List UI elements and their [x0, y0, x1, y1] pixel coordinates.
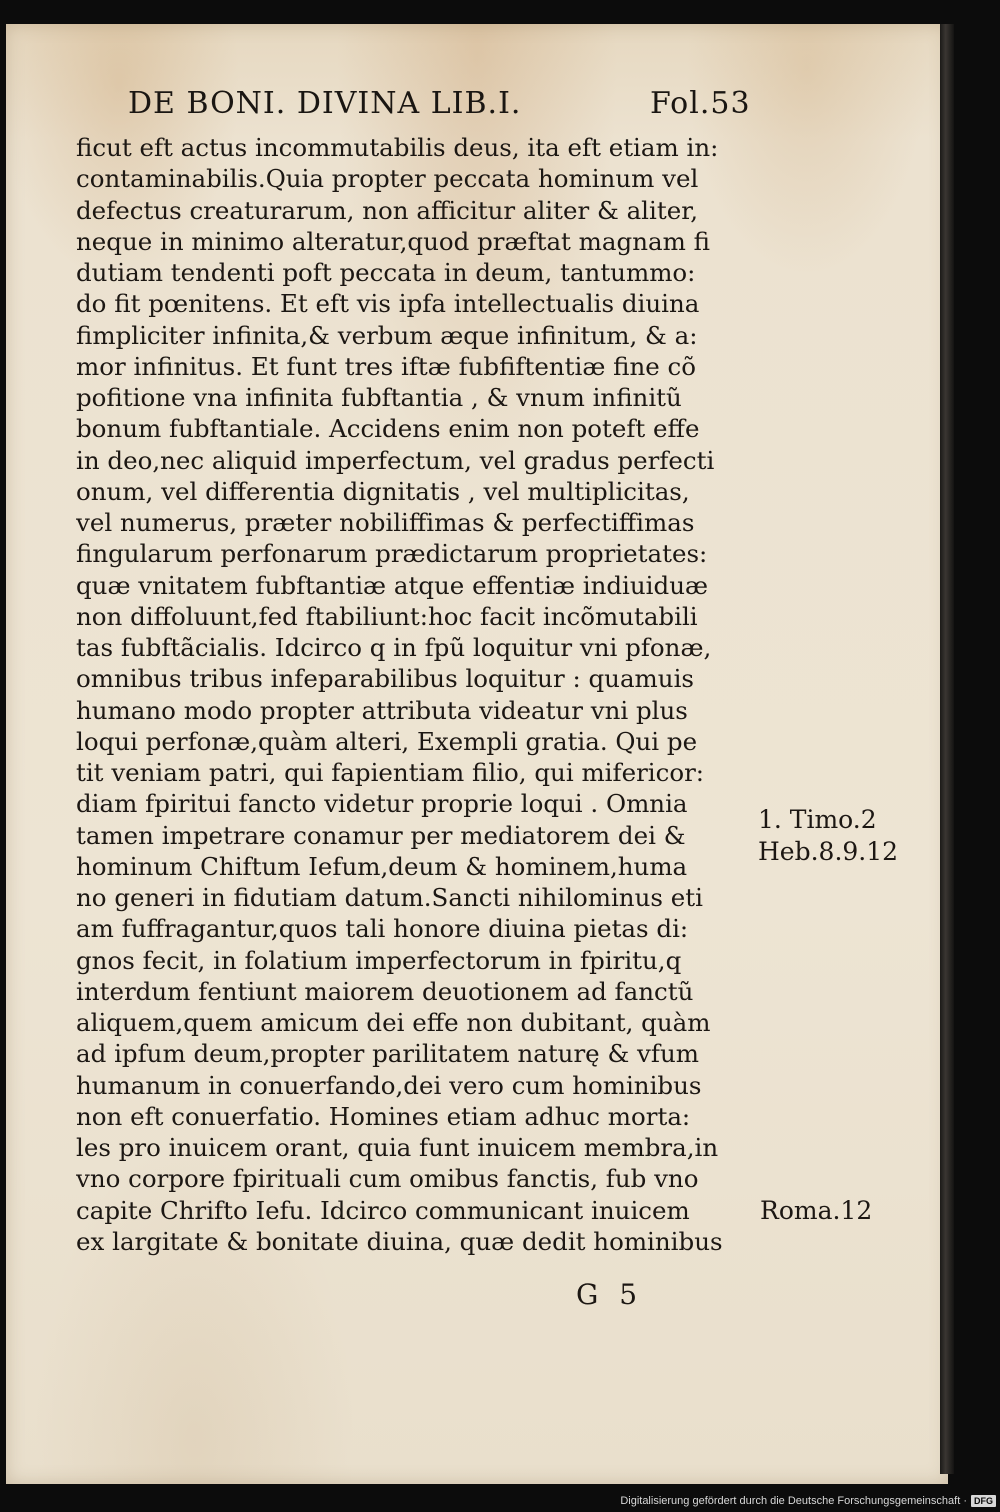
signature-mark: G 5 — [576, 1278, 644, 1311]
text-line: am fuffragantur,quos tali honore diuina pietas di: — [76, 914, 689, 944]
text-line: diam fpiritui fancto videtur proprie loqui . Omnia — [76, 789, 688, 819]
text-line: vno corpore fpirituali cum omibus fanctis, fub vno — [76, 1164, 699, 1194]
text-line: do fit pœnitens. Et eft vis ipfa intellectualis diuina — [76, 289, 700, 319]
dfg-logo-icon: DFG — [971, 1495, 996, 1507]
text-line: tit veniam patri, qui fapientiam filio, qui mifericor: — [76, 758, 705, 787]
text-line: non eft conuerfatio. Homines etiam adhuc morta: — [76, 1101, 691, 1131]
body-text — [76, 132, 756, 1257]
page-edge — [940, 24, 954, 1474]
text-line: non diffoluunt,fed ftabiliunt:hoc facit incõmutabili — [76, 601, 698, 631]
text-line: fingularum perfonarum prædictarum proprietates: — [76, 539, 708, 569]
text-line: no generi in fidutiam datum.Sancti nihilominus eti — [76, 883, 703, 912]
digitization-credit — [560, 1493, 996, 1509]
folio-number: Fol.53 — [650, 86, 751, 121]
text-line: loqui perfonæ,quàm alteri, Exempli gratia. Qui pe — [76, 726, 698, 756]
text-line: aliquem,quem amicum dei effe non dubitant, quàm — [76, 1008, 711, 1037]
text-line: onum, vel differentia dignitatis , vel multiplicitas, — [76, 476, 690, 506]
running-head — [128, 86, 768, 126]
text-line: omnibus tribus infeparabilibus loquitur : quamuis — [76, 664, 694, 694]
marginal-note-hebrews: Heb.8.9.12 — [758, 837, 899, 866]
text-line: gnos fecit, in folatium imperfectorum in fpiritu,q — [76, 945, 682, 975]
text-line: neque in minimo alteratur,quod præftat magnam fi — [76, 226, 710, 256]
text-line: in deo,nec aliquid imperfectum, vel gradus perfecti — [76, 445, 715, 475]
text-line: ad ipfum deum,propter parilitatem naturę & vfum — [76, 1039, 699, 1069]
text-line: tas fubftãcialis. Idcirco q in fpũ loquitur vni pfonæ, — [76, 633, 712, 662]
text-line: fimpliciter infinita,& verbum æque infinitum, & a: — [76, 320, 698, 350]
text-line: humanum in conuerfando,dei vero cum hominibus — [76, 1070, 702, 1100]
text-line: defectus creaturarum, non afficitur aliter & aliter, — [76, 195, 699, 225]
text-line: bonum fubftantiale. Accidens enim non poteft effe — [76, 414, 700, 444]
credit-text: Digitalisierung gefördert durch die Deutsche Forschungsgemeinschaft · — [620, 1495, 967, 1507]
text-line: tamen impetrare conamur per mediatorem dei & — [76, 820, 686, 850]
text-line: contaminabilis.Quia propter peccata hominum vel — [76, 164, 699, 194]
marginal-note-timothy: 1. Timo.2 — [758, 805, 877, 834]
marginal-note-romans: Roma.12 — [760, 1196, 873, 1225]
text-line: ex largitate & bonitate diuina, quæ dedit hominibus — [76, 1226, 723, 1256]
text-line: mor infinitus. Et funt tres iftæ fubfiftentiæ fine cõ — [76, 351, 697, 381]
text-line: hominum Chiftum Iefum,deum & hominem,huma — [76, 851, 688, 881]
text-line: capite Chrifto Iefu. Idcirco communicant inuicem — [76, 1195, 690, 1225]
text-line: dutiam tendenti poft peccata in deum, tantummo: — [76, 258, 696, 287]
running-head-title: DE BONI. DIVINA LIB.I. — [128, 86, 522, 121]
text-line: interdum fentiunt maiorem deuotionem ad fanctũ — [76, 976, 694, 1006]
text-line: les pro inuicem orant, quia funt inuicem membra,in — [76, 1133, 719, 1162]
text-line: ficut eft actus incommutabilis deus, ita eft etiam in: — [76, 133, 719, 162]
text-line: humano modo propter attributa videatur vni plus — [76, 695, 688, 725]
text-line: quæ vnitatem fubftantiæ atque effentiæ indiuiduæ — [76, 570, 708, 600]
text-line: pofitione vna infinita fubftantia , & vnum infinitũ — [76, 383, 682, 412]
text-line: vel numerus, præter nobiliffimas & perfectiffimas — [76, 508, 695, 537]
